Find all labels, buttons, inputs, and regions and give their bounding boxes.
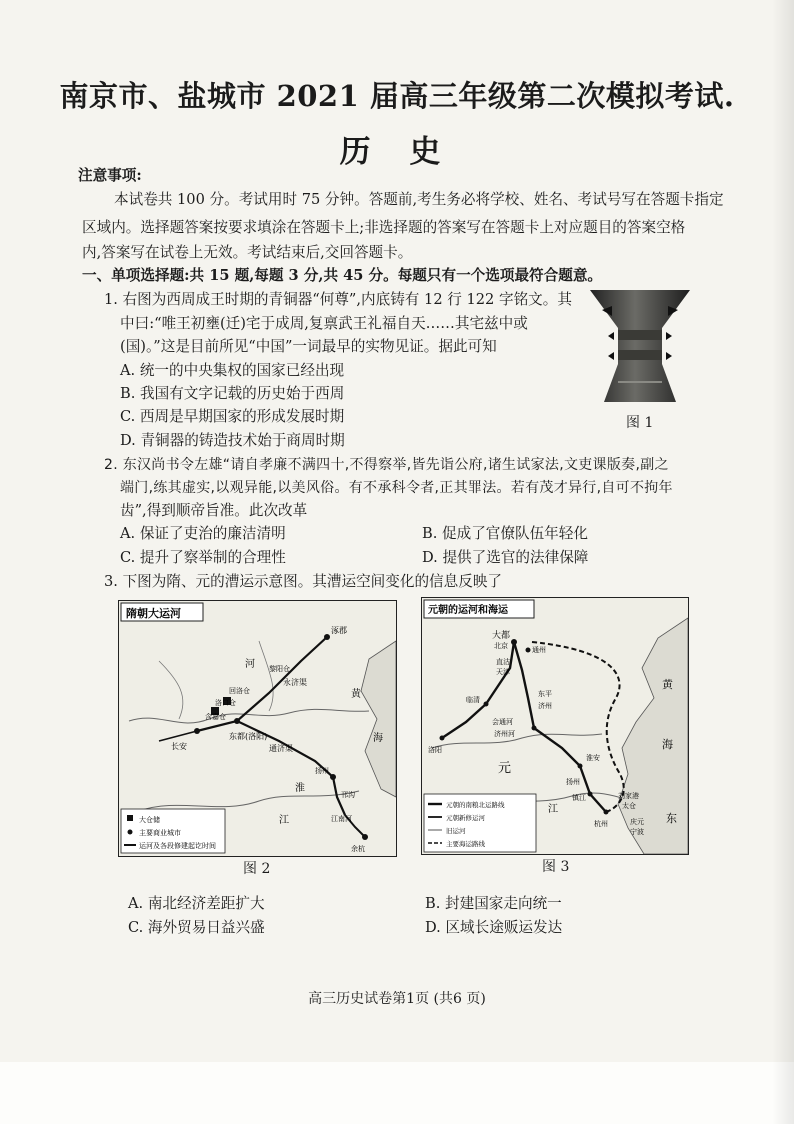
bronze-vessel-image (588, 286, 692, 408)
notice-line: 区域内。选择题答案按要求填涂在答题卡上;非选择题的答案写在答题卡上对应题目的答案空格 (82, 219, 686, 236)
sui-canal-map (118, 600, 397, 857)
question-3-option-d[interactable]: D. 区域长途贩运发达 (425, 919, 563, 936)
map-label: 淮 (295, 783, 305, 794)
question-2-stem: 2. 东汉尚书令左雄“请自孝廉不满四十,不得察举,皆先诣公府,诸生试家法,文吏课版奏,副之 (104, 457, 669, 473)
question-1-option-b[interactable]: B. 我国有文字记载的历史始于西周 (120, 385, 345, 402)
map-legend-item: 主要海运路线 (446, 840, 485, 848)
map-label: 杭州 (594, 820, 608, 828)
page-footer: 高三历史试卷第1页 (共6 页) (308, 991, 486, 1007)
question-2-option-b[interactable]: B. 促成了官僚队伍年轻化 (422, 525, 588, 542)
map-label: 淮安 (586, 754, 600, 762)
map-label: 济州河 (494, 730, 515, 738)
yuan-canal-map (421, 597, 689, 855)
map-label: 江南河 (331, 815, 352, 823)
map-label: 黄 (351, 689, 361, 700)
question-3-option-b[interactable]: B. 封建国家走向统一 (425, 895, 562, 912)
map-label: 河 (245, 659, 255, 670)
map-label: 镇江 (572, 794, 586, 802)
map-label: 东平 (538, 690, 552, 698)
map-label: 回洛仓 (229, 687, 250, 695)
map-label: 东都(洛阳) (229, 732, 268, 741)
map-legend-item: 旧运河 (446, 827, 466, 835)
page-bottom-margin (0, 1062, 794, 1124)
map-label: 扬州 (566, 778, 580, 786)
question-3-stem: 3. 下图为隋、元的漕运示意图。其漕运空间变化的信息反映了 (104, 573, 503, 590)
map-label: 宁波 (630, 828, 644, 836)
yuan-map-title: 元朝的运河和海运 (428, 605, 508, 616)
question-1-stem: 中曰:“唯王初壅(迁)宅于成周,复禀武王礼福自天……其宅兹中或 (120, 315, 528, 332)
notice-heading: 注意事项: (78, 167, 142, 184)
map-label: 扬州 (315, 767, 329, 775)
map-legend-item: 元朝新修运河 (446, 814, 485, 822)
map-label: 太仓 (622, 802, 636, 810)
map-legend-item: 元朝的南粮北运路线 (446, 801, 505, 809)
map-label: 临清 (466, 696, 480, 704)
question-2-stem: 齿”,得到顺帝旨准。此次改革 (120, 502, 308, 519)
exam-title: 南京市、盐城市 2021 届高三年级第二次模拟考试. (59, 79, 735, 113)
section-heading: 一、单项选择题:共 15 题,每题 3 分,共 45 分。每题只有一个选项最符合题意。 (82, 267, 603, 284)
question-2-option-a[interactable]: A. 保证了吏治的廉洁清明 (120, 525, 286, 542)
question-2-option-d[interactable]: D. 提供了选官的法律保障 (422, 549, 589, 566)
question-1-stem: (国)。”这是目前所见“中国”一词最早的实物见证。据此可知 (120, 338, 497, 355)
map-label: 涿郡 (331, 626, 347, 635)
map-label: 刘家港 (618, 792, 639, 800)
subject-title: 历 史 (339, 134, 455, 170)
figure-2-caption: 图 2 (243, 861, 271, 877)
map-label: 长安 (171, 742, 187, 751)
map-label: 北京 (494, 642, 508, 650)
map-label: 洛阳 (428, 746, 442, 754)
map-label: 元 (498, 761, 512, 776)
map-label: 永济渠 (283, 678, 307, 687)
notice-line: 内,答案写在试卷上无效。考试结束后,交回答题卡。 (82, 244, 413, 261)
map-label: 通济渠 (269, 744, 293, 753)
question-1-option-c[interactable]: C. 西周是早期国家的形成发展时期 (120, 408, 345, 425)
notice-line: 本试卷共 100 分。考试用时 75 分钟。答题前,考生务必将学校、姓名、考试号写在答题卡指定 (114, 191, 724, 208)
map-label: 海 (662, 738, 673, 751)
map-label: 邗沟 (341, 791, 355, 799)
map-label: 江 (279, 815, 289, 826)
question-2-option-c[interactable]: C. 提升了察举制的合理性 (120, 549, 286, 566)
map-label: 天津 (496, 668, 510, 676)
map-label: 余杭 (351, 845, 365, 853)
figure-3-caption: 图 3 (542, 859, 570, 875)
sui-map-title: 隋朝大运河 (126, 607, 181, 620)
figure-1-caption: 图 1 (626, 415, 654, 431)
question-3-option-c[interactable]: C. 海外贸易日益兴盛 (128, 919, 265, 936)
map-legend-item: 主要商业城市 (139, 829, 181, 837)
map-label: 大都 (492, 631, 511, 641)
map-label: 庆元 (630, 818, 644, 826)
map-legend-item: 大仓储 (139, 816, 160, 824)
question-3-option-a[interactable]: A. 南北经济差距扩大 (128, 895, 265, 912)
page-edge-shadow (772, 0, 794, 1124)
map-label: 洛口仓 (215, 699, 236, 707)
map-label: 江 (548, 804, 558, 815)
map-label: 济州 (538, 702, 552, 710)
map-label: 黄 (662, 678, 673, 691)
map-label: 海 (373, 733, 383, 744)
question-1-option-d[interactable]: D. 青铜器的铸造技术始于商周时期 (120, 432, 345, 449)
map-label: 通州 (532, 646, 546, 654)
question-2-stem: 端门,练其虚实,以观异能,以美风俗。有不承科令者,正其罪法。若有茂才异行,自可不拘年 (120, 480, 673, 496)
map-label: 黎阳仓 (269, 665, 290, 673)
map-label: 直沽 (496, 658, 510, 666)
map-label: 会通河 (492, 718, 513, 726)
question-1-stem: 1. 右图为西周成王时期的青铜器“何尊”,内底铸有 12 行 122 字铭文。其 (104, 291, 572, 308)
map-legend-item: 运河及各段修建起讫时间 (139, 842, 216, 850)
question-1-option-a[interactable]: A. 统一的中央集权的国家已经出现 (120, 362, 345, 379)
map-label: 含嘉仓 (205, 713, 226, 721)
map-label: 东 (666, 812, 677, 825)
